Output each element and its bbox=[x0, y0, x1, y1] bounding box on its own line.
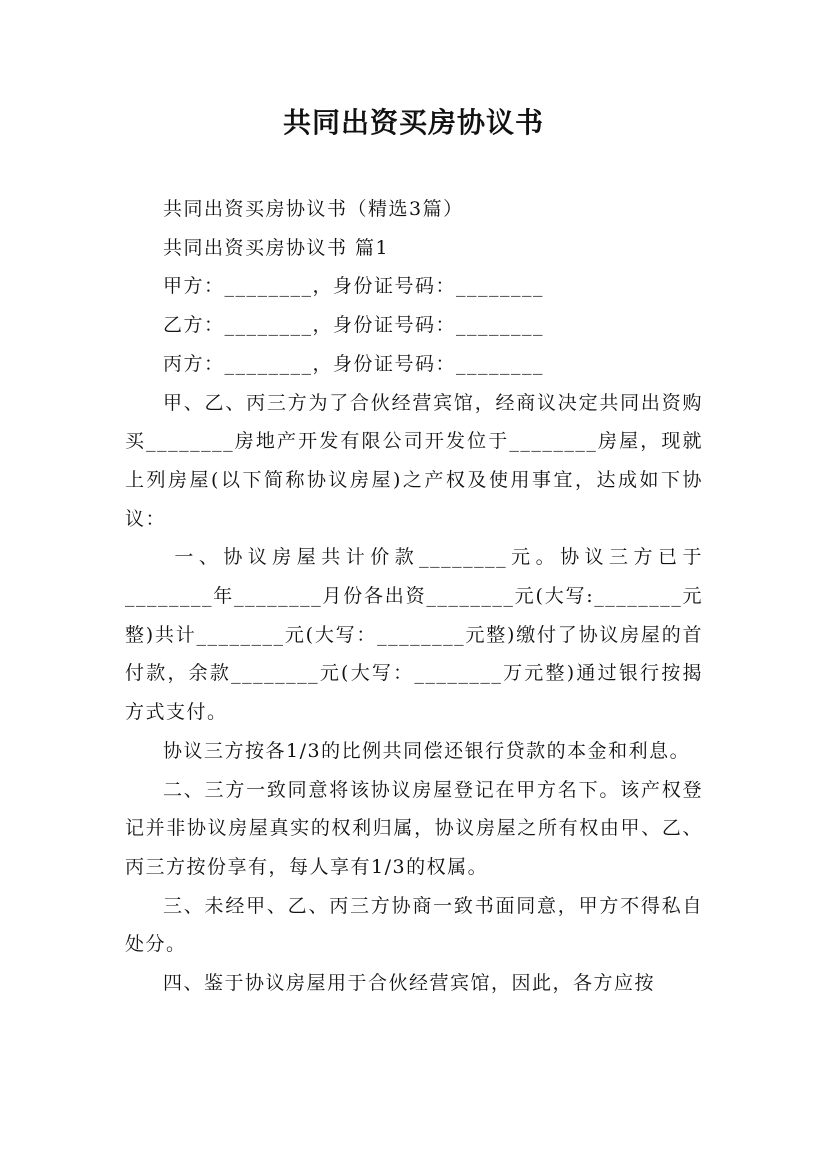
document-title: 共同出资买房协议书 bbox=[282, 106, 544, 139]
clause-4-paragraph: 四、鉴于协议房屋用于合伙经营宾馆，因此，各方应按 bbox=[163, 972, 656, 995]
party-b-line: 乙方：________，身份证号码：________ bbox=[163, 314, 545, 337]
repayment-paragraph: 协议三方按各1/3的比例共同偿还银行贷款的本金和利息。 bbox=[163, 739, 691, 762]
subtitle-paragraph: 共同出资买房协议书（精选3篇） bbox=[163, 198, 464, 220]
party-a-line: 甲方：________，身份证号码：________ bbox=[163, 275, 545, 298]
clause-1-paragraph: 一、协议房屋共计价款________元。协议三方已于________年________月份各出资________元(大写:________元整)共计________元(大写：________元整)缴付了协议房屋的首付款，余款________元(大写：________万元整)通过银行按揭方式支付。 bbox=[125, 546, 703, 724]
document-body bbox=[125, 190, 703, 1003]
preamble-paragraph: 甲、乙、丙三方为了合伙经营宾馆，经商议决定共同出资购买________房地产开发有限公司开发位于________房屋，现就上列房屋(以下简称协议房屋)之产权及使用事宜，达成如下协议： bbox=[125, 391, 703, 530]
party-c-line: 丙方：________，身份证号码：________ bbox=[163, 352, 545, 375]
clause-2-paragraph: 二、三方一致同意将该协议房屋登记在甲方名下。该产权登记并非协议房屋真实的权利归属，协议房屋之所有权由甲、乙、丙三方按份享有，每人享有1/3的权属。 bbox=[125, 778, 703, 878]
section-heading: 共同出资买房协议书 篇1 bbox=[163, 236, 390, 259]
clause-3-paragraph: 三、未经甲、乙、丙三方协商一致书面同意，甲方不得私自处分。 bbox=[125, 894, 703, 956]
